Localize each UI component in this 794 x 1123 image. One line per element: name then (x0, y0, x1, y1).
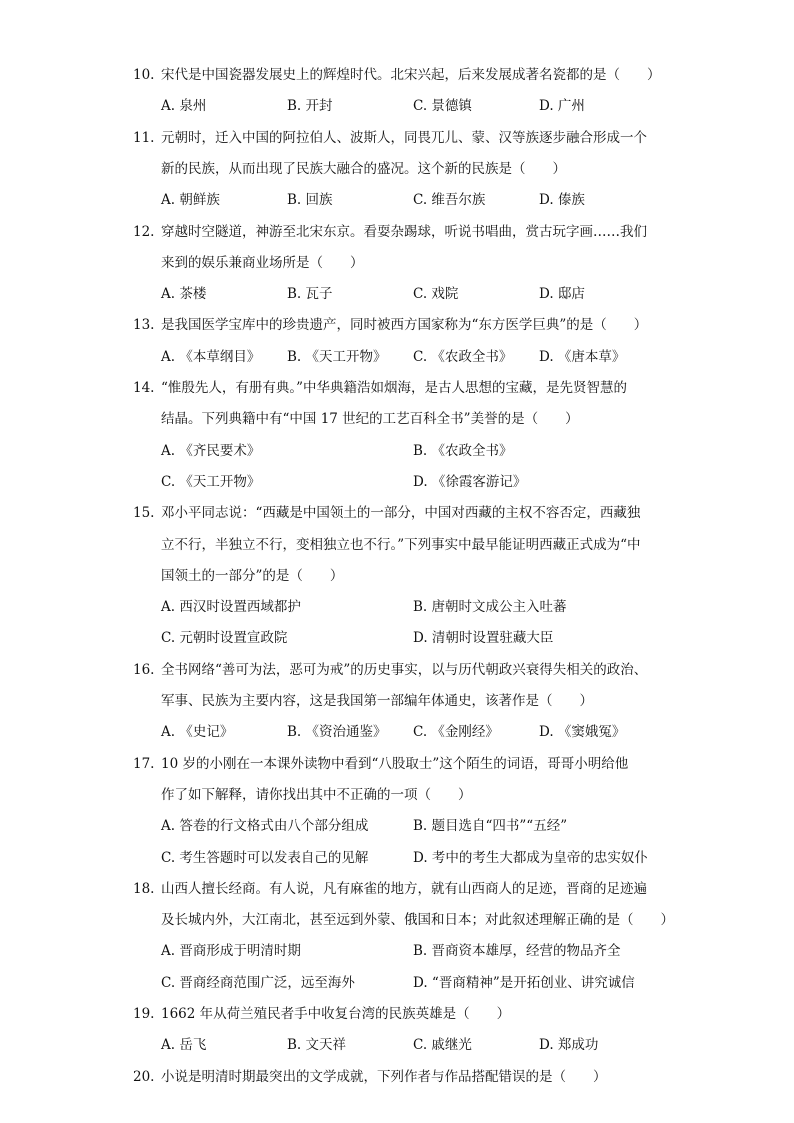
question-stem-text: 来到的娱乐兼商业场所是（ ） (161, 254, 364, 271)
option-c[interactable]: C. 《农政全书》 (413, 348, 513, 365)
question-stem-text: 1662 年从荷兰殖民者手中收复台湾的民族英雄是（ ） (161, 1006, 511, 1022)
option-d[interactable]: D. 《唐本草》 (539, 348, 626, 365)
option-d[interactable]: D. “晋商精神”是开拓创业、讲究诚信 (413, 974, 635, 991)
option-a[interactable]: A. 泉州 (161, 98, 207, 115)
question-number: 18. (133, 880, 155, 897)
option-b[interactable]: B. 唐朝时文成公主入吐蕃 (413, 599, 567, 616)
question-number: 12. (133, 223, 155, 240)
question-stem-text: 10 岁的小刚在一本课外读物中看到“八股取士”这个陌生的词语，哥哥小明给他 (161, 755, 629, 772)
question-stem-text: 立不行，半独立不行，变相独立也不行。”下列事实中最早能证明西藏正式成为“中 (161, 536, 641, 553)
option-d[interactable]: D. 考中的考生大都成为皇帝的忠实奴仆 (413, 849, 648, 866)
option-d[interactable]: D. 《窦娥冤》 (539, 724, 626, 741)
option-b[interactable]: B. 《天工开物》 (287, 348, 387, 365)
question-stem-text: 军事、民族为主要内容，这是我国第一部编年体通史，该著作是（ ） (161, 693, 593, 709)
question-number: 15. (133, 505, 155, 522)
question-stem-text: 邓小平同志说：“西藏是中国领土的一部分，中国对西藏的主权不容否定，西藏独 (161, 505, 641, 522)
option-c[interactable]: C. 《金刚经》 (413, 724, 499, 741)
question-number: 17. (133, 755, 155, 772)
option-a[interactable]: A. 《史记》 (161, 724, 234, 741)
question-number: 13. (133, 317, 155, 334)
option-b[interactable]: B. 《农政全书》 (413, 442, 513, 459)
question-number: 14. (133, 380, 155, 396)
option-d[interactable]: D. 清朝时设置驻藏大臣 (413, 630, 554, 647)
option-c[interactable]: C. 考生答题时可以发表自己的见解 (161, 849, 369, 866)
option-c[interactable]: C. 元朝时设置宣政院 (161, 630, 288, 647)
option-d[interactable]: D. 傣族 (539, 192, 585, 209)
option-a[interactable]: A. 晋商形成于明清时期 (161, 943, 301, 960)
question-stem-text: 作了如下解释，请你找出其中不正确的一项（ ） (161, 786, 472, 803)
question-stem-text: 小说是明清时期最突出的文学成就，下列作者与作品搭配错误的是（ ） (161, 1068, 607, 1085)
option-a[interactable]: A. 《齐民要术》 (161, 442, 261, 459)
question-stem-text: 新的民族，从而出现了民族大融合的盛况。这个新的民族是（ ） (161, 160, 566, 177)
option-a[interactable]: A. 岳飞 (161, 1037, 207, 1054)
question-stem-text: 结晶。下列典籍中有“中国 17 世纪的工艺百科全书”美誉的是（ ） (161, 411, 579, 428)
option-d[interactable]: D. 《徐霞客游记》 (413, 473, 527, 490)
question-number: 11. (133, 129, 155, 146)
option-a[interactable]: A. 朝鲜族 (161, 192, 220, 209)
option-c[interactable]: C. 晋商经商范围广泛，远至海外 (161, 974, 355, 991)
option-b[interactable]: B. 《资治通鉴》 (287, 724, 387, 741)
option-b[interactable]: B. 回族 (287, 192, 333, 209)
option-b[interactable]: B. 文天祥 (287, 1037, 347, 1054)
option-a[interactable]: A. 西汉时设置西域都护 (161, 599, 301, 616)
option-d[interactable]: D. 郑成功 (539, 1037, 599, 1054)
question-number: 20. (133, 1068, 155, 1085)
option-c[interactable]: C. 《天工开物》 (161, 473, 261, 490)
question-stem-text: 国领土的一部分”的是（ ） (161, 567, 344, 584)
question-number: 16. (133, 661, 155, 678)
option-b[interactable]: B. 晋商资本雄厚，经营的物品齐全 (413, 943, 621, 960)
option-c[interactable]: C. 景德镇 (413, 98, 472, 115)
option-d[interactable]: D. 邸店 (539, 286, 585, 303)
question-stem-text: “惟殷先人，有册有典。”中华典籍浩如烟海，是古人思想的宝藏，是先贤智慧的 (161, 380, 628, 396)
option-c[interactable]: C. 维吾尔族 (413, 192, 486, 209)
question-stem-text: 穿越时空隧道，神游至北宋东京。看耍杂踢球，听说书唱曲，赏古玩字画……我们 (161, 223, 647, 240)
question-stem-text: 是我国医学宝库中的珍贵遗产，同时被西方国家称为“东方医学巨典”的是（ ） (161, 317, 648, 334)
option-a[interactable]: A. 茶楼 (161, 286, 207, 303)
option-c[interactable]: C. 戚继光 (413, 1037, 472, 1054)
question-stem-text: 元朝时，迁入中国的阿拉伯人、波斯人，同畏兀儿、蒙、汉等族逐步融合形成一个 (161, 129, 647, 146)
option-a[interactable]: A. 答卷的行文格式由八个部分组成 (161, 818, 369, 835)
option-b[interactable]: B. 瓦子 (287, 286, 333, 303)
option-d[interactable]: D. 广州 (539, 98, 585, 115)
question-stem-text: 全书网络“善可为法，恶可为戒”的历史事实，以与历代朝政兴衰得失相关的政治、 (161, 661, 648, 678)
question-number: 19. (133, 1006, 155, 1022)
option-a[interactable]: A. 《本草纲目》 (161, 348, 261, 365)
option-c[interactable]: C. 戏院 (413, 286, 459, 303)
question-stem-text: 及长城内外，大江南北，甚至远到外蒙、俄国和日本；对此叙述理解正确的是（ ） (161, 912, 674, 929)
question-stem-text: 山西人擅长经商。有人说，凡有麻雀的地方，就有山西商人的足迹，晋商的足迹遍 (161, 880, 647, 897)
option-b[interactable]: B. 题目选自“四书”“五经” (413, 818, 568, 835)
question-number: 10. (133, 67, 155, 83)
question-stem-text: 宋代是中国瓷器发展史上的辉煌时代。北宋兴起，后来发展成著名瓷都的是（ ） (161, 67, 661, 83)
option-b[interactable]: B. 开封 (287, 98, 333, 115)
